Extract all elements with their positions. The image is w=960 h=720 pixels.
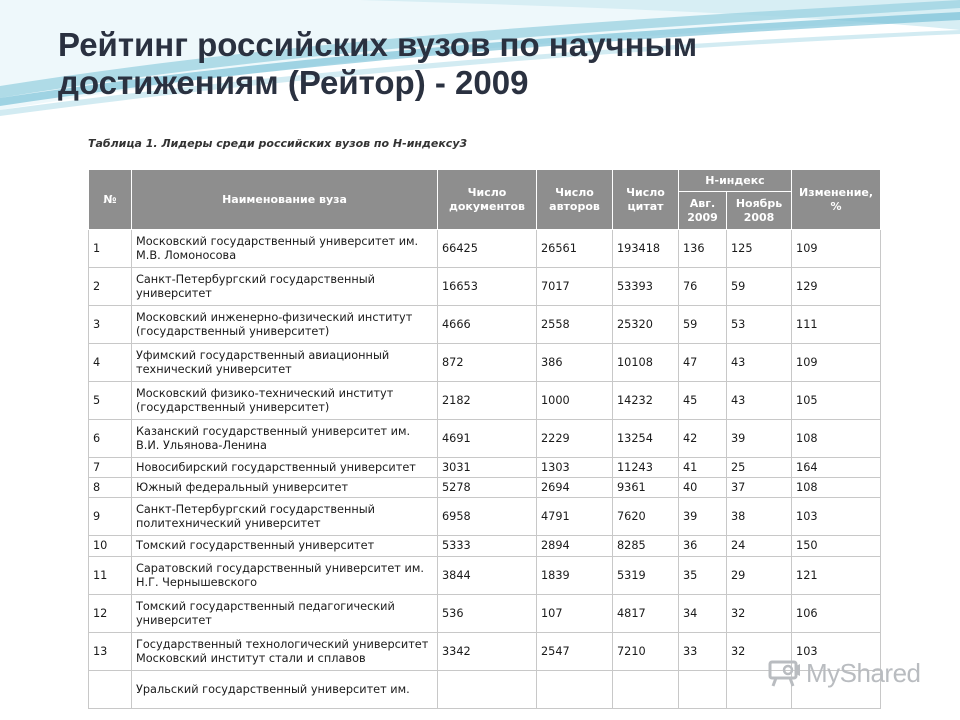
cell-nov-2008: 59 — [727, 268, 792, 306]
watermark-text: MyShared — [806, 657, 921, 688]
cell-nov-2008: 53 — [727, 306, 792, 344]
cell-docs: 5333 — [438, 536, 537, 557]
cell-nov-2008: 32 — [727, 595, 792, 633]
cell-authors: 107 — [537, 595, 613, 633]
cell-nov-2008: 38 — [727, 498, 792, 536]
cell-aug-2009: 34 — [679, 595, 727, 633]
header-citations: Число цитат — [613, 170, 679, 230]
cell-authors: 2894 — [537, 536, 613, 557]
cell-num: 8 — [89, 478, 132, 498]
cell-num: 2 — [89, 268, 132, 306]
cell-aug-2009: 35 — [679, 557, 727, 595]
cell-docs: 6958 — [438, 498, 537, 536]
cell-num: 12 — [89, 595, 132, 633]
table-row — [89, 420, 881, 458]
table-row — [89, 671, 881, 709]
cell-change: 103 — [792, 498, 881, 536]
slide-title: Рейтинг российских вузов по научным достижениям (Рейтор) - 2009 — [58, 26, 698, 101]
cell-authors: 386 — [537, 344, 613, 382]
cell-citations: 4817 — [613, 595, 679, 633]
cell-docs: 536 — [438, 595, 537, 633]
cell-name: Государственный технологический университет Московский институт стали и сплавов — [132, 633, 438, 671]
cell-name: Московский физико-технический институт (государственный университет) — [132, 382, 438, 420]
table-row — [89, 478, 881, 498]
cell-docs: 4691 — [438, 420, 537, 458]
cell-name: Казанский государственный университет им. В.И. Ульянова-Ленина — [132, 420, 438, 458]
header-hindex: H-индекс — [679, 170, 792, 192]
cell-nov-2008: 125 — [727, 230, 792, 268]
header-num: № — [89, 170, 132, 230]
cell-change: 164 — [792, 458, 881, 478]
cell-citations: 9361 — [613, 478, 679, 498]
cell-citations: 7210 — [613, 633, 679, 671]
cell-change: 108 — [792, 478, 881, 498]
table-row — [89, 595, 881, 633]
cell-citations: 11243 — [613, 458, 679, 478]
cell-citations: 25320 — [613, 306, 679, 344]
cell-authors: 4791 — [537, 498, 613, 536]
cell-name: Санкт-Петербургский государственный политехнический университет — [132, 498, 438, 536]
table-row — [89, 230, 881, 268]
cell-nov-2008: 24 — [727, 536, 792, 557]
header-nov-2008: Ноябрь 2008 — [727, 192, 792, 230]
watermark — [768, 656, 921, 690]
cell-aug-2009: 47 — [679, 344, 727, 382]
cell-nov-2008: 37 — [727, 478, 792, 498]
cell-authors: 2694 — [537, 478, 613, 498]
cell-citations: 193418 — [613, 230, 679, 268]
cell-authors: 2547 — [537, 633, 613, 671]
cell-nov-2008: 29 — [727, 557, 792, 595]
rating-table — [88, 169, 881, 709]
cell-docs: 872 — [438, 344, 537, 382]
cell-docs: 3031 — [438, 458, 537, 478]
cell-authors — [537, 671, 613, 709]
cell-docs: 3342 — [438, 633, 537, 671]
cell-aug-2009: 36 — [679, 536, 727, 557]
cell-citations: 53393 — [613, 268, 679, 306]
cell-name: Московский инженерно-физический институт (государственный университет) — [132, 306, 438, 344]
cell-change: 109 — [792, 230, 881, 268]
cell-change: 105 — [792, 382, 881, 420]
cell-authors: 1303 — [537, 458, 613, 478]
cell-aug-2009: 42 — [679, 420, 727, 458]
table-row — [89, 382, 881, 420]
cell-num: 1 — [89, 230, 132, 268]
table-row — [89, 498, 881, 536]
cell-name: Новосибирский государственный университет — [132, 458, 438, 478]
cell-change: 109 — [792, 344, 881, 382]
table-row — [89, 268, 881, 306]
table-row — [89, 344, 881, 382]
header-name: Наименование вуза — [132, 170, 438, 230]
cell-aug-2009: 41 — [679, 458, 727, 478]
cell-name: Южный федеральный университет — [132, 478, 438, 498]
cell-change: 150 — [792, 536, 881, 557]
header-aug-2009: Авг. 2009 — [679, 192, 727, 230]
cell-authors: 2229 — [537, 420, 613, 458]
cell-authors: 1839 — [537, 557, 613, 595]
cell-authors: 1000 — [537, 382, 613, 420]
cell-num: 13 — [89, 633, 132, 671]
cell-nov-2008: 43 — [727, 382, 792, 420]
table-caption: Таблица 1. Лидеры среди российских вузов по H-индексу3 — [88, 137, 468, 150]
table-image — [82, 132, 884, 696]
cell-citations: 8285 — [613, 536, 679, 557]
cell-name: Московский государственный университет им. М.В. Ломоносова — [132, 230, 438, 268]
cell-docs: 5278 — [438, 478, 537, 498]
cell-citations: 5319 — [613, 557, 679, 595]
cell-num: 11 — [89, 557, 132, 595]
cell-authors: 7017 — [537, 268, 613, 306]
header-change: Изменение, % — [792, 170, 881, 230]
cell-change: 129 — [792, 268, 881, 306]
cell-aug-2009: 136 — [679, 230, 727, 268]
cell-docs: 16653 — [438, 268, 537, 306]
cell-change: 121 — [792, 557, 881, 595]
cell-citations — [613, 671, 679, 709]
cell-aug-2009: 39 — [679, 498, 727, 536]
cell-aug-2009 — [679, 671, 727, 709]
cell-citations: 13254 — [613, 420, 679, 458]
cell-docs: 3844 — [438, 557, 537, 595]
cell-citations: 7620 — [613, 498, 679, 536]
table-row — [89, 536, 881, 557]
cell-name: Томский государственный университет — [132, 536, 438, 557]
cell-change: 103 — [792, 633, 881, 671]
projector-icon — [768, 658, 802, 688]
cell-aug-2009: 76 — [679, 268, 727, 306]
cell-aug-2009: 40 — [679, 478, 727, 498]
cell-citations: 10108 — [613, 344, 679, 382]
table-row — [89, 458, 881, 478]
cell-citations: 14232 — [613, 382, 679, 420]
cell-docs — [438, 671, 537, 709]
cell-name: Санкт-Петербургский государственный университет — [132, 268, 438, 306]
cell-docs: 66425 — [438, 230, 537, 268]
header-docs: Число документов — [438, 170, 537, 230]
cell-name: Уфимский государственный авиационный технический университет — [132, 344, 438, 382]
cell-num: 3 — [89, 306, 132, 344]
cell-aug-2009: 45 — [679, 382, 727, 420]
cell-authors: 26561 — [537, 230, 613, 268]
cell-num: 4 — [89, 344, 132, 382]
cell-nov-2008: 43 — [727, 344, 792, 382]
cell-name: Саратовский государственный университет им. Н.Г. Чернышевского — [132, 557, 438, 595]
cell-nov-2008: 39 — [727, 420, 792, 458]
cell-name: Уральский государственный университет им. — [132, 671, 438, 709]
cell-aug-2009: 59 — [679, 306, 727, 344]
table-row — [89, 633, 881, 671]
cell-num: 6 — [89, 420, 132, 458]
cell-authors: 2558 — [537, 306, 613, 344]
cell-num: 7 — [89, 458, 132, 478]
header-authors: Число авторов — [537, 170, 613, 230]
cell-num: 5 — [89, 382, 132, 420]
cell-change: 111 — [792, 306, 881, 344]
cell-change: 108 — [792, 420, 881, 458]
table-row — [89, 557, 881, 595]
cell-docs: 2182 — [438, 382, 537, 420]
cell-num: 10 — [89, 536, 132, 557]
cell-nov-2008: 32 — [727, 633, 792, 671]
cell-name: Томский государственный педагогический университет — [132, 595, 438, 633]
cell-num: 9 — [89, 498, 132, 536]
cell-change: 106 — [792, 595, 881, 633]
cell-num — [89, 671, 132, 709]
cell-nov-2008: 25 — [727, 458, 792, 478]
cell-aug-2009: 33 — [679, 633, 727, 671]
table-row — [89, 306, 881, 344]
cell-docs: 4666 — [438, 306, 537, 344]
